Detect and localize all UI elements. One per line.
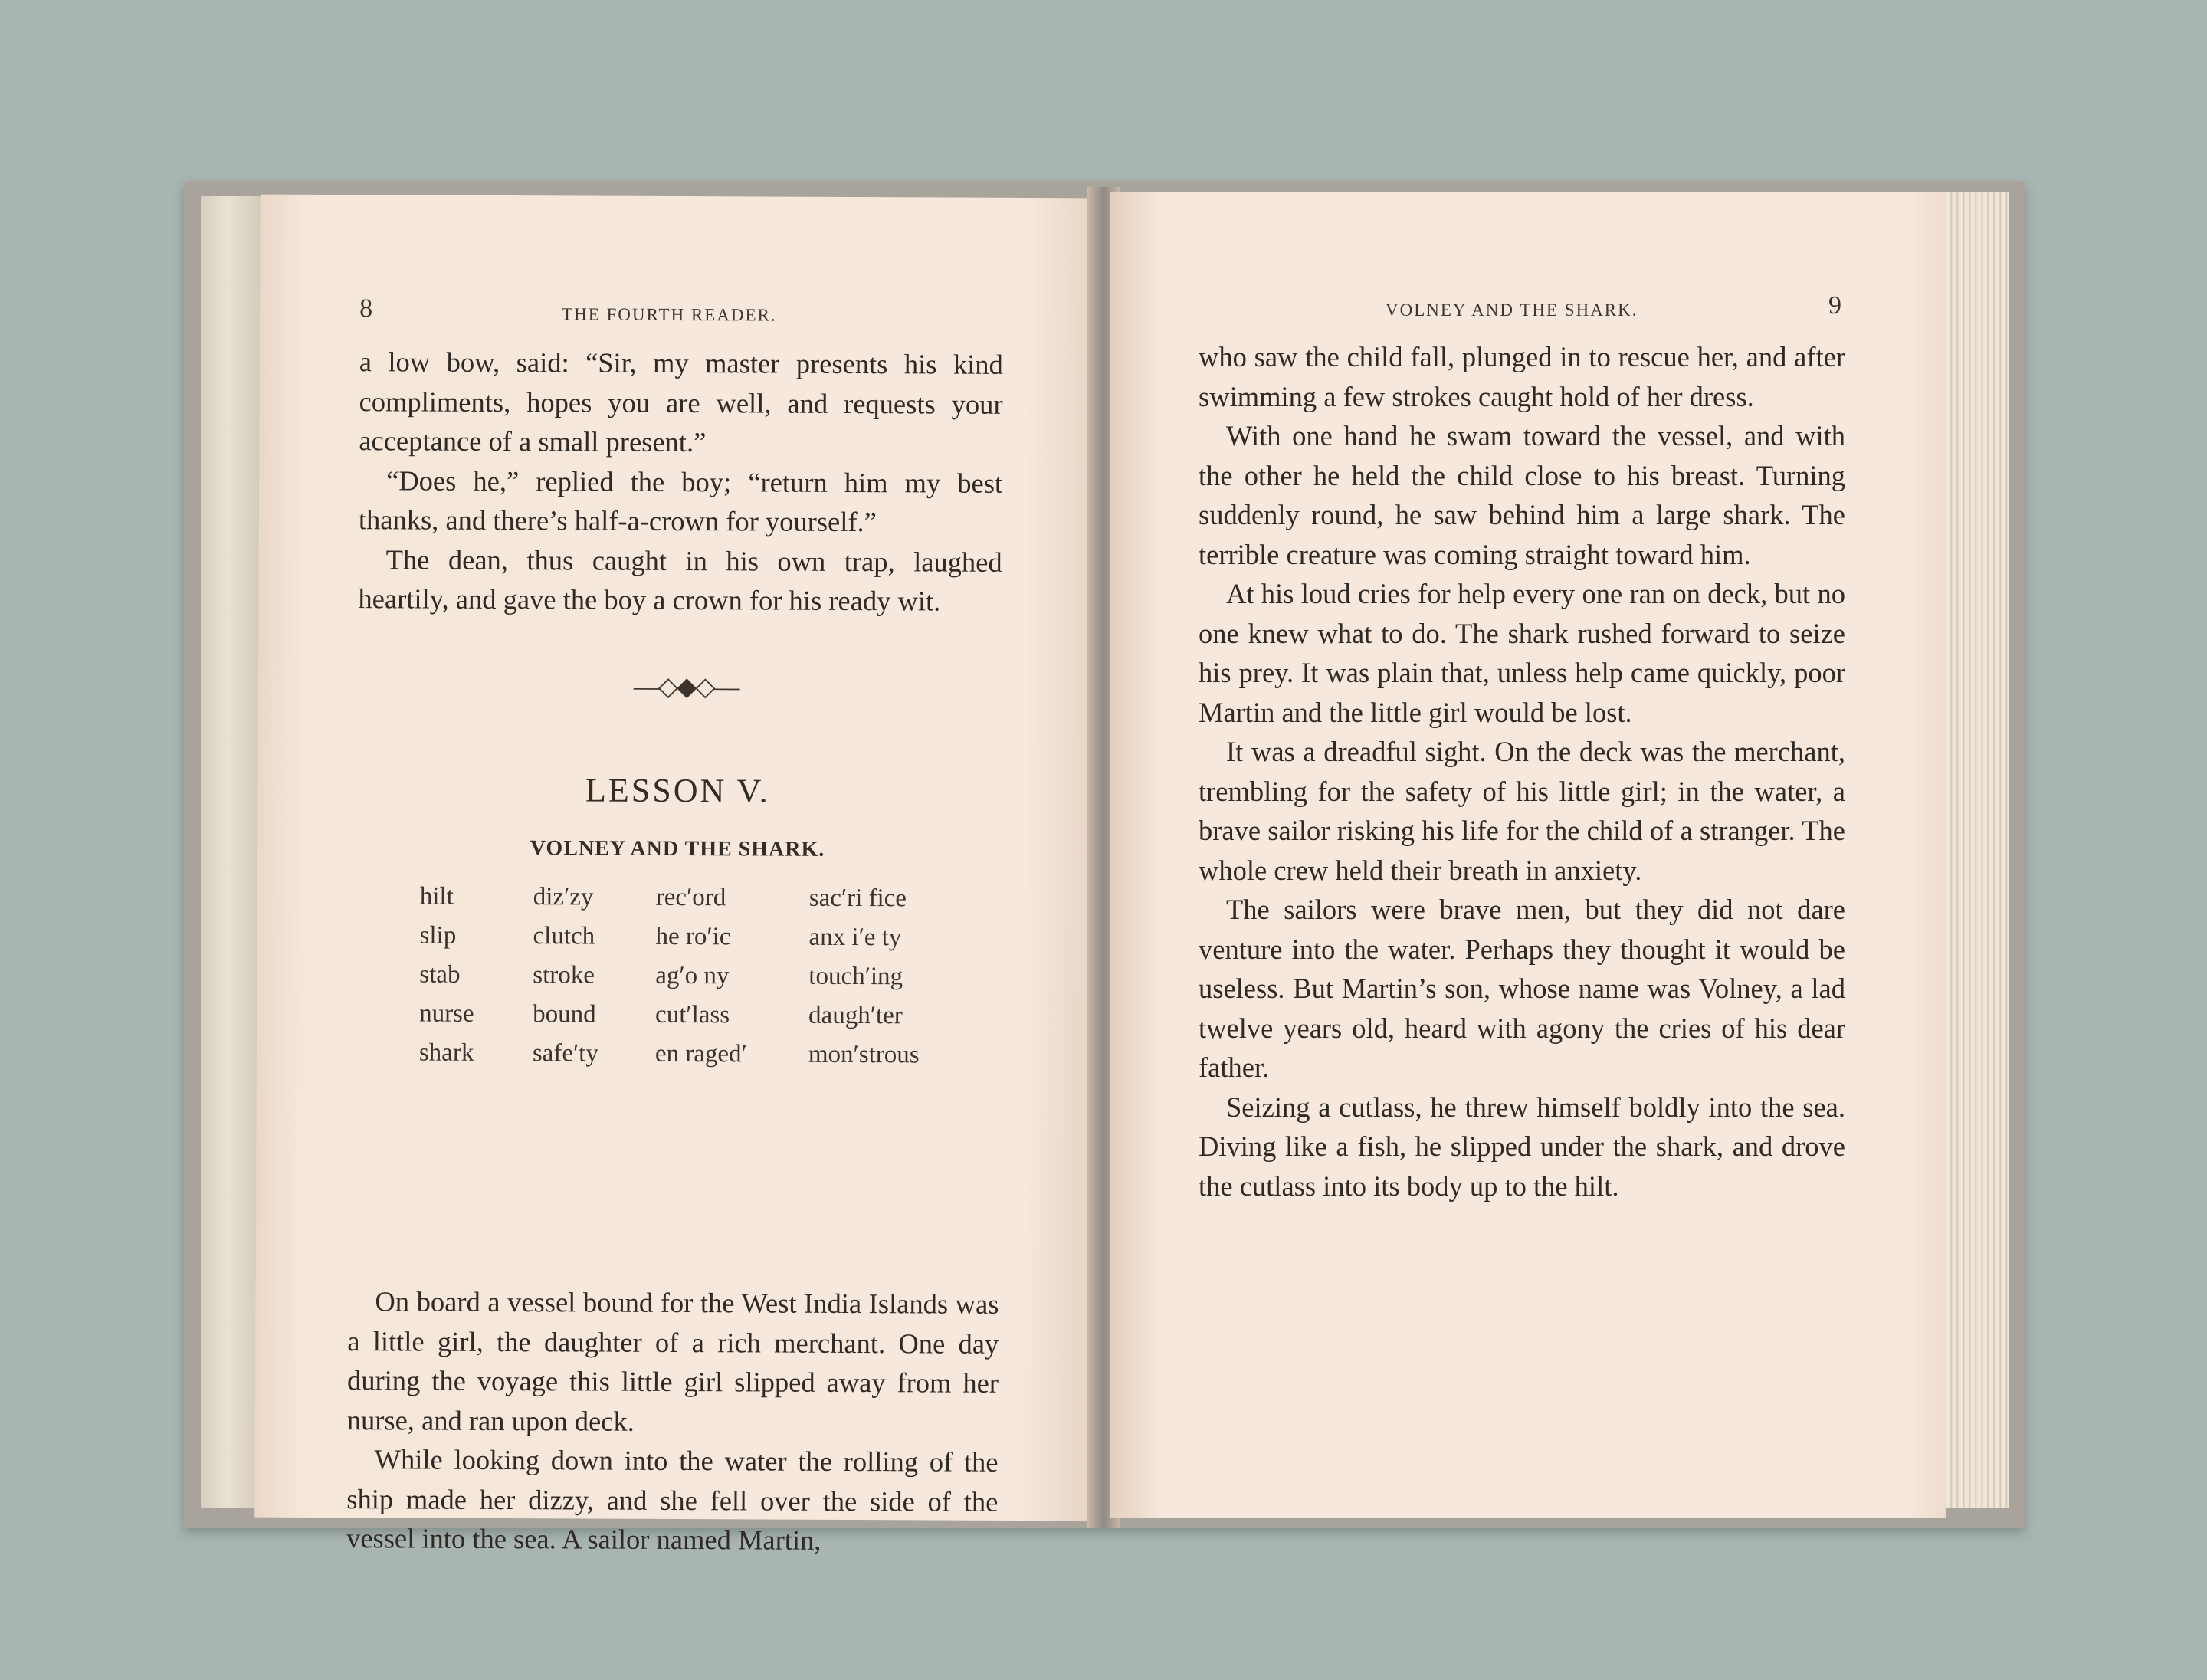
left-page [254,195,1100,1556]
right-page [1110,192,1946,1518]
paragraph: who saw the child fall, plunged in to rescue her, and after swimming a few strokes caught hold of her dress. [1199,341,1845,412]
vocab-word: hilt [419,882,454,911]
vocabulary-row [419,956,962,997]
vocab-word: slip [419,921,457,950]
vocabulary-row [419,1034,962,1075]
vocab-word: ag′o ny [655,961,730,990]
paragraph: At his loud cries for help every one ran on deck, but no one knew what to do. The shark rushed forward to seize his prey. It was plain that, unless help came quickly, poor Martin and the little girl would be lost. [1199,578,1845,728]
vocab-word: safe′ty [532,1039,598,1068]
paragraph: The sailors were brave men, but they did not dare venture into the water. Perhaps they thought it would be useless. But Martin’s son, whose name was Volney, a lad twelve years old, heard with agony the cries of his dear father. [1199,894,1845,1083]
vocab-word: he ro′ic [655,922,731,951]
right-page-edges [1940,192,2009,1508]
vocabulary-row [419,917,962,958]
vocabulary-row [420,878,962,919]
right-text [1199,337,1845,1206]
vocab-word: stroke [533,961,595,989]
section-ornament: —◇◆◇— [633,672,739,702]
paragraph: a low bow, said: “Sir, my master presents his kind compliments, hopes you are well, and requests your acceptance of a small present.” [359,346,1003,458]
paragraph: “Does he,” replied the boy; “return him my best thanks, and there’s half-a-crown for yourself.” [358,464,1003,538]
vocab-word: sac′ri fice [808,884,907,913]
left-top-text [358,342,1003,621]
left-folio: 8 [359,294,373,323]
left-running-head: THE FOURTH READER. [562,304,777,325]
vocab-word: rec′ord [655,883,726,912]
paragraph: The dean, thus caught in his own trap, laughed heartily, and gave the boy a crown for his ready wit. [358,543,1002,617]
vocab-word: bound [533,1000,596,1029]
paragraph: While looking down into the water the rolling of the ship made her dizzy, and she fell over the side of the vessel into the sea. A sailor named Martin, [346,1443,999,1556]
left-bottom-text [346,1281,999,1560]
vocabulary-row [419,995,962,1036]
vocab-word: shark [418,1039,474,1067]
vocab-word: diz′zy [533,883,594,911]
vocab-word: daugh′ter [808,1001,903,1030]
vocab-word: nurse [419,999,474,1028]
paragraph: Seizing a cutlass, he threw himself boldly into the sea. Diving like a fish, he slipped under the shark, and drove the cutlass into its body up to the hilt. [1199,1091,1845,1202]
vocab-word: mon′strous [808,1040,920,1069]
lesson-subtitle: VOLNEY AND THE SHARK. [530,836,825,861]
right-running-head: VOLNEY AND THE SHARK. [1386,300,1638,320]
lesson-title: LESSON V. [585,771,770,810]
vocab-word: anx i′e ty [808,923,902,952]
vocab-word: clutch [533,922,595,950]
vocab-word: stab [419,960,461,989]
vocab-word: en raged′ [654,1039,747,1068]
paragraph: It was a dreadful sight. On the deck was the merchant, trembling for the safety of his little girl; in the water, a brave sailor risking his life for the child of a stranger. The whole crew held their breath in anxiety. [1199,736,1845,886]
paragraph: On board a vessel bound for the West India Islands was a little girl, the daughter of a rich merchant. One day during the voyage this little girl slipped away from her nurse, and ran upon deck. [346,1285,999,1437]
paragraph: With one hand he swam toward the vessel, and with the other he held the child close to his breast. Turning suddenly round, he saw behind him a large shark. The terrible creature was coming straight toward him. [1199,420,1845,570]
vocab-word: touch′ing [808,962,903,991]
right-folio: 9 [1828,291,1841,320]
vocabulary-list [419,878,962,1075]
vocab-word: cut′lass [655,1000,730,1029]
